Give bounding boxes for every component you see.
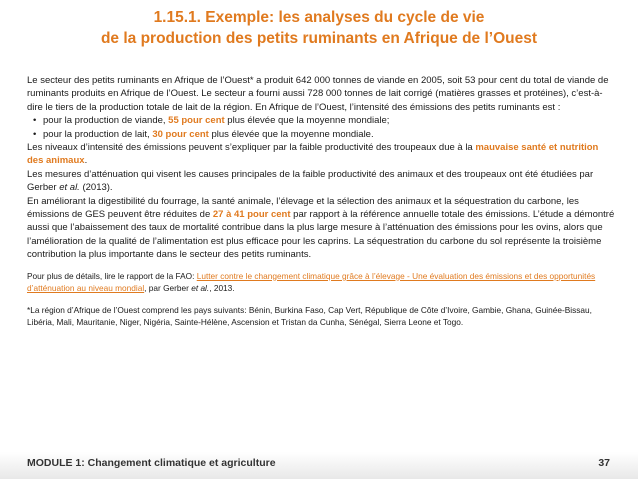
- list-item-milk-text-end: plus élevée que la moyenne mondiale.: [208, 128, 374, 140]
- meat-percentage: 55 pour cent: [168, 115, 225, 127]
- note-et-al: et al.: [191, 283, 210, 294]
- explanation-text-start: Les niveaux d’intensité des émissions peuvent s’expliquer par la faible productivité des troupeaux due à la: [27, 142, 476, 154]
- intro-paragraph: Le secteur des petits ruminants en Afrique de l’Ouest* a produit 642 000 tonnes de viande en 2005, soit 53 pour cent du total de viande de ruminants produits en Afrique de l’Ouest. Le secteur a fourni aussi 728 000 tonnes de lait corrigé (matières grasses et protéines), c’est-à-dire le tiers de la production totale de lait de la région. En Afrique de l’Ouest, l’intensité des émissions des petits ruminants est :: [27, 75, 609, 113]
- reduction-text-start: En améliorant la digestibilité du fourrage, la santé animale, l’élevage et la sélection des animaux et la séquestration du carbone, les émissions de GES peuvent être réduites de: [27, 195, 579, 221]
- milk-percentage: 30 pour cent: [152, 128, 209, 140]
- mitigation-et-al: et al.: [59, 182, 80, 194]
- note-text-start: Pour plus de détails, lire le rapport de la FAO:: [27, 270, 197, 281]
- mitigation-text-start: Les mesures d’atténuation qui visent les causes principales de la faible productivité des animaux et des troupeaux ont été étudiées par Gerber: [27, 168, 594, 194]
- list-item-meat: [27, 114, 617, 127]
- health-nutrition-highlight: mauvaise santé et nutrition des animaux: [27, 142, 599, 167]
- intensity-explanation-paragraph: [27, 141, 617, 168]
- page-number: 37: [598, 457, 610, 469]
- list-item-milk-text-start: pour la production de lait,: [43, 128, 153, 140]
- note-text-end: , 2013.: [209, 283, 235, 294]
- note-text-middle: , par Gerber: [144, 283, 192, 294]
- reduction-paragraph: [27, 195, 617, 262]
- slide-title-line2: de la production des petits ruminants en Afrique de l’Ouest: [100, 30, 538, 47]
- reduction-percentage: 27 à 41 pour cent: [212, 209, 291, 221]
- slide-title: [0, 7, 638, 49]
- list-item-meat-text-end: plus élevée que la moyenne mondiale;: [224, 115, 390, 127]
- fao-report-link[interactable]: Lutter contre le changement climatique grâce à l’élevage - Une évaluation des émissions et des opportunités d’atténuation au niveau mondial: [27, 270, 596, 294]
- slide-content: [27, 74, 617, 328]
- list-item-milk: [27, 128, 617, 141]
- slide-title-line1: 1.15.1. Exemple: les analyses du cycle de vie: [153, 9, 485, 26]
- list-item-meat-text-start: pour la production de viande,: [43, 115, 169, 127]
- region-footnote: *La région d’Afrique de l’Ouest comprend les pays suivants: Bénin, Burkina Faso, Cap Vert, République de Côte d’Ivoire, Gambie, Ghana, Guinée-Bissau, Libéria, Mali, Mauritanie, Niger, Nigéria, Sainte-Hélène, Ascension et Tristan da Cunha, Sénégal, Sierra Leone et Togo.: [27, 304, 592, 327]
- mitigation-paragraph: [27, 168, 617, 195]
- intensity-list: [27, 114, 617, 141]
- mitigation-text-end: (2013).: [79, 182, 113, 194]
- explanation-text-end: .: [84, 155, 88, 167]
- fao-report-note: [27, 270, 617, 295]
- module-footer-label: MODULE 1: Changement climatique et agriculture: [27, 457, 276, 469]
- reduction-text-end: par rapport à la référence annuelle totale des émissions. L’étude a démontré aussi que l’abaissement des taux de mortalité contribue dans la plus large mesure à l’atténuation des émissions pour les ovins, alors que l’amélioration de la qualité de l’alimentation est plus efficace pour les caprins. La séquestration du carbone du sol représente la troisième contribution la plus importante dans le secteur des petits ruminants.: [27, 209, 615, 261]
